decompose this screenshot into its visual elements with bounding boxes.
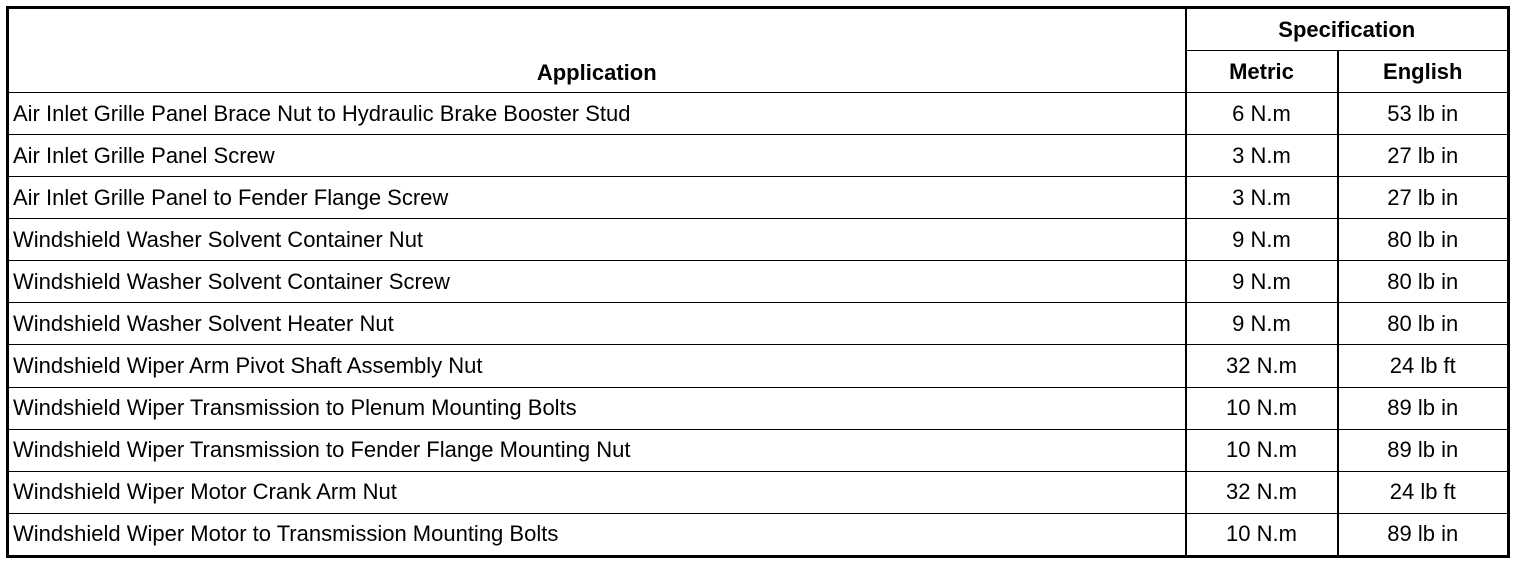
english-cell: 24 lb ft (1338, 345, 1509, 387)
application-cell: Windshield Wiper Motor to Transmission Mounting Bolts (8, 513, 1186, 556)
application-cell: Air Inlet Grille Panel Brace Nut to Hydraulic Brake Booster Stud (8, 93, 1186, 135)
metric-cell: 10 N.m (1186, 387, 1338, 429)
metric-cell: 10 N.m (1186, 429, 1338, 471)
english-cell: 89 lb in (1338, 513, 1509, 556)
metric-cell: 9 N.m (1186, 219, 1338, 261)
application-cell: Windshield Washer Solvent Container Nut (8, 219, 1186, 261)
application-cell: Windshield Washer Solvent Container Screw (8, 261, 1186, 303)
application-cell: Windshield Washer Solvent Heater Nut (8, 303, 1186, 345)
table-row (8, 93, 1509, 135)
table-row (8, 261, 1509, 303)
english-cell: 24 lb ft (1338, 471, 1509, 513)
english-cell: 80 lb in (1338, 219, 1509, 261)
metric-cell: 3 N.m (1186, 135, 1338, 177)
english-column-header: English (1338, 51, 1509, 93)
application-cell: Windshield Wiper Transmission to Plenum Mounting Bolts (8, 387, 1186, 429)
application-cell: Air Inlet Grille Panel Screw (8, 135, 1186, 177)
application-column-header: Application (8, 8, 1186, 93)
english-cell: 89 lb in (1338, 429, 1509, 471)
application-cell: Windshield Wiper Arm Pivot Shaft Assembly Nut (8, 345, 1186, 387)
table-header (8, 8, 1509, 93)
specification-group-header: Specification (1186, 8, 1509, 51)
metric-cell: 10 N.m (1186, 513, 1338, 556)
table-row (8, 429, 1509, 471)
english-cell: 27 lb in (1338, 177, 1509, 219)
application-cell: Windshield Wiper Motor Crank Arm Nut (8, 471, 1186, 513)
table-row (8, 219, 1509, 261)
metric-cell: 3 N.m (1186, 177, 1338, 219)
metric-column-header: Metric (1186, 51, 1338, 93)
table-row (8, 345, 1509, 387)
english-cell: 80 lb in (1338, 261, 1509, 303)
table-row (8, 135, 1509, 177)
metric-cell: 32 N.m (1186, 471, 1338, 513)
fastener-specification-table (6, 6, 1510, 558)
table-row (8, 177, 1509, 219)
english-cell: 27 lb in (1338, 135, 1509, 177)
english-cell: 89 lb in (1338, 387, 1509, 429)
application-cell: Air Inlet Grille Panel to Fender Flange Screw (8, 177, 1186, 219)
table-row (8, 471, 1509, 513)
application-cell: Windshield Wiper Transmission to Fender Flange Mounting Nut (8, 429, 1186, 471)
metric-cell: 9 N.m (1186, 303, 1338, 345)
english-cell: 80 lb in (1338, 303, 1509, 345)
table-body (8, 93, 1509, 557)
metric-cell: 6 N.m (1186, 93, 1338, 135)
table-row (8, 387, 1509, 429)
table-row (8, 303, 1509, 345)
metric-cell: 32 N.m (1186, 345, 1338, 387)
header-row-top (8, 8, 1509, 51)
english-cell: 53 lb in (1338, 93, 1509, 135)
metric-cell: 9 N.m (1186, 261, 1338, 303)
table-row (8, 513, 1509, 556)
